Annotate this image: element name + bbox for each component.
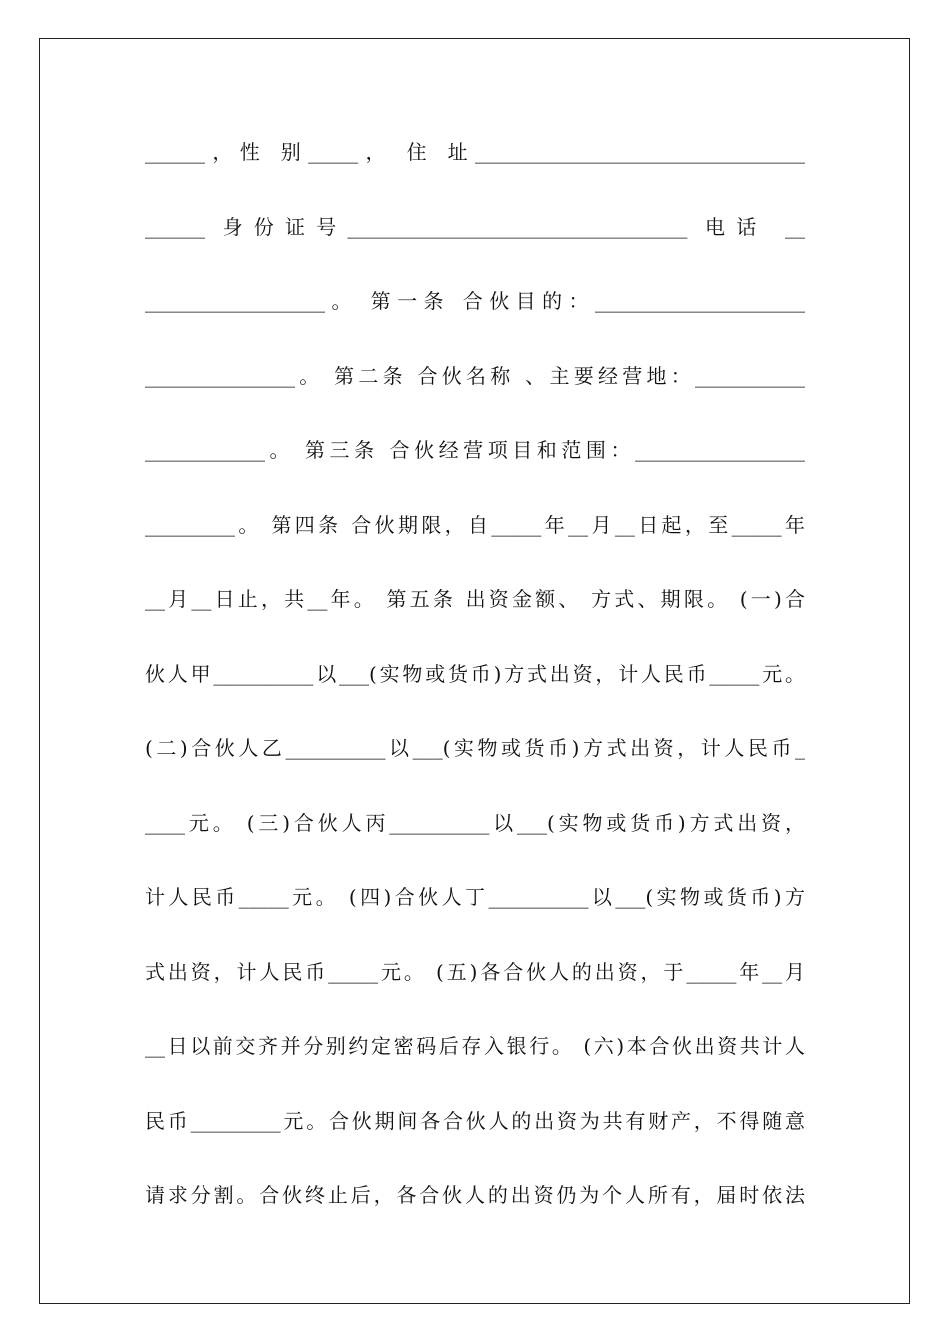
document-line-2: ______ 身份证号__________________________________ 电话 __	[145, 214, 805, 239]
document-line-5: ____________。 第三条 合伙经营项目和范围：_________________	[145, 438, 805, 462]
document-line-11: 计人民币_____元。 (四)合伙人丁__________以___(实物或货币)方	[145, 885, 805, 909]
document-line-8: 伙人甲__________以___(实物或货币)方式出资，计人民币_____元。	[145, 661, 805, 686]
document-line-13: __日以前交齐并分别约定密码后存入银行。 (六)本合伙出资共计人	[145, 1034, 805, 1058]
document-line-3: __________________。 第一条 合伙目的：_____________________	[145, 289, 805, 313]
document-line-7: __月__日止，共__年。 第五条 出资金额、 方式、期限。 (一)合	[145, 587, 805, 611]
document-line-15: 请求分割。合伙终止后，各合伙人的出资仍为个人所有，届时依法	[145, 1183, 805, 1207]
document-body	[145, 124, 805, 1242]
document-line-14: 民币_________元。合伙期间各合伙人的出资为共有财产，不得随意	[145, 1108, 805, 1133]
document-line-1: ______，性 别_____， 住 址_________________________________	[145, 140, 805, 164]
document-line-6: _________。 第四条 合伙期限，自_____年__月__日起，至_____年	[145, 512, 805, 537]
document-line-4: _______________。 第二条 合伙名称 、主要经营地：___________	[145, 363, 805, 388]
document-line-10: ____元。 (三)合伙人丙__________以___(实物或货币)方式出资，	[145, 810, 805, 835]
document-line-12: 式出资，计人民币_____元。 (五)各合伙人的出资，于_____年__月	[145, 959, 805, 984]
document-line-9: (二)合伙人乙__________以___(实物或货币)方式出资，计人民币_	[145, 736, 805, 760]
